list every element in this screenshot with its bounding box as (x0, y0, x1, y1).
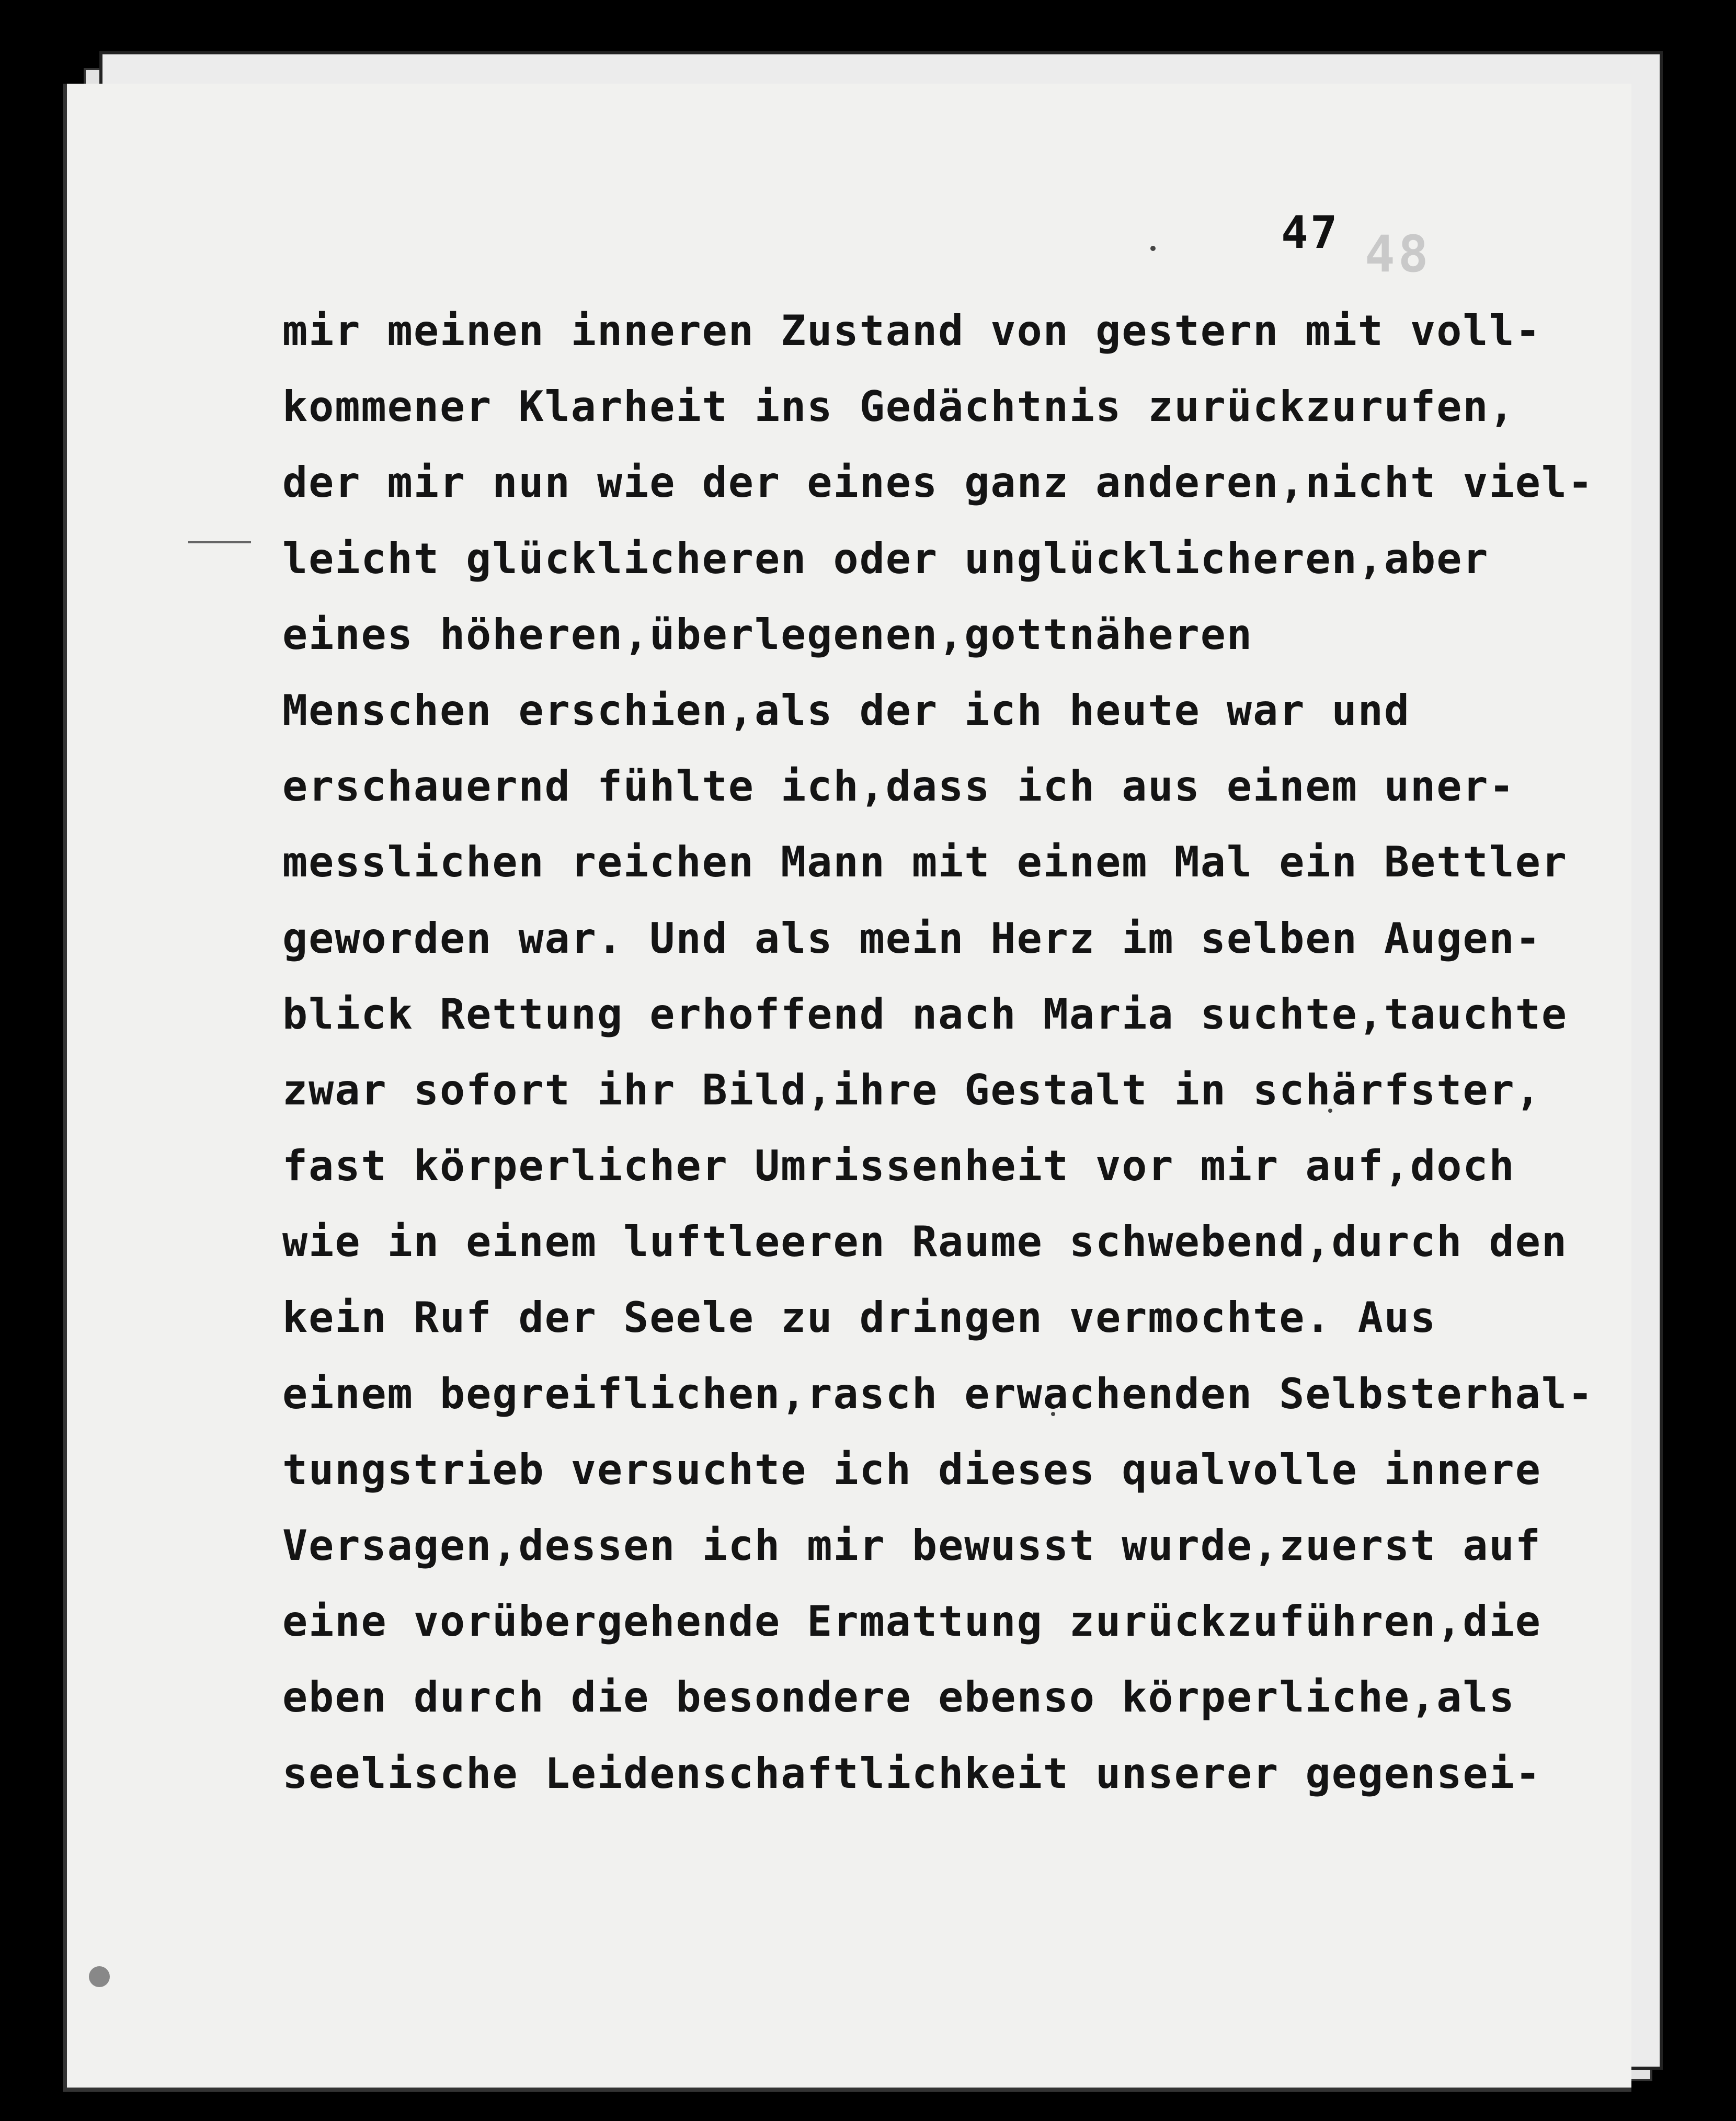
text-line: einem begreiflichen,rasch erwachenden Selbsterhal- (282, 1369, 1594, 1418)
text-line: kein Ruf der Seele zu dringen vermochte. Aus (282, 1293, 1437, 1342)
text-line: eines höheren,überlegenen,gottnäheren (282, 610, 1253, 659)
text-line: blick Rettung erhoffend nach Maria suchte,tauchte (282, 989, 1568, 1039)
paper-speck (1150, 246, 1156, 251)
paper-speck (89, 1966, 110, 1987)
text-line: leicht glücklicheren oder unglücklicheren,aber (282, 534, 1489, 583)
typewritten-text (282, 293, 1594, 1811)
text-line: fast körperlicher Umrissenheit vor mir auf,doch (282, 1142, 1515, 1191)
text-line: wie in einem luftleeren Raume schwebend,durch den (282, 1217, 1568, 1267)
text-line: Menschen erschien,als der ich heute war und (282, 686, 1411, 735)
text-line: der mir nun wie der eines ganz anderen,nicht viel- (282, 458, 1594, 507)
text-line: Versagen,dessen ich mir bewusst wurde,zuerst auf (282, 1521, 1541, 1570)
text-line: eben durch die besondere ebenso körperliche,als (282, 1673, 1515, 1722)
text-line: eine vorübergehende Ermattung zurückzuführen,die (282, 1597, 1541, 1646)
text-line: kommener Klarheit ins Gedächtnis zurückzurufen, (282, 382, 1515, 431)
text-line: mir meinen inneren Zustand von gestern mit voll- (282, 306, 1541, 355)
text-line: geworden war. Und als mein Herz im selben Augen- (282, 914, 1541, 963)
text-line: messlichen reichen Mann mit einem Mal ein Bettler (282, 838, 1568, 887)
bleed-through-page-number: 48 (1365, 225, 1432, 283)
page-number: 47 (1281, 207, 1340, 259)
text-line: erschauernd fühlte ich,dass ich aus einem uner- (282, 762, 1515, 811)
text-line: seelische Leidenschaftlichkeit unserer gegensei- (282, 1749, 1541, 1798)
text-line: zwar sofort ihr Bild,ihre Gestalt in schärfster, (282, 1065, 1541, 1114)
margin-mark (188, 541, 251, 543)
text-line: tungstrieb versuchte ich dieses qualvolle innere (282, 1445, 1541, 1494)
